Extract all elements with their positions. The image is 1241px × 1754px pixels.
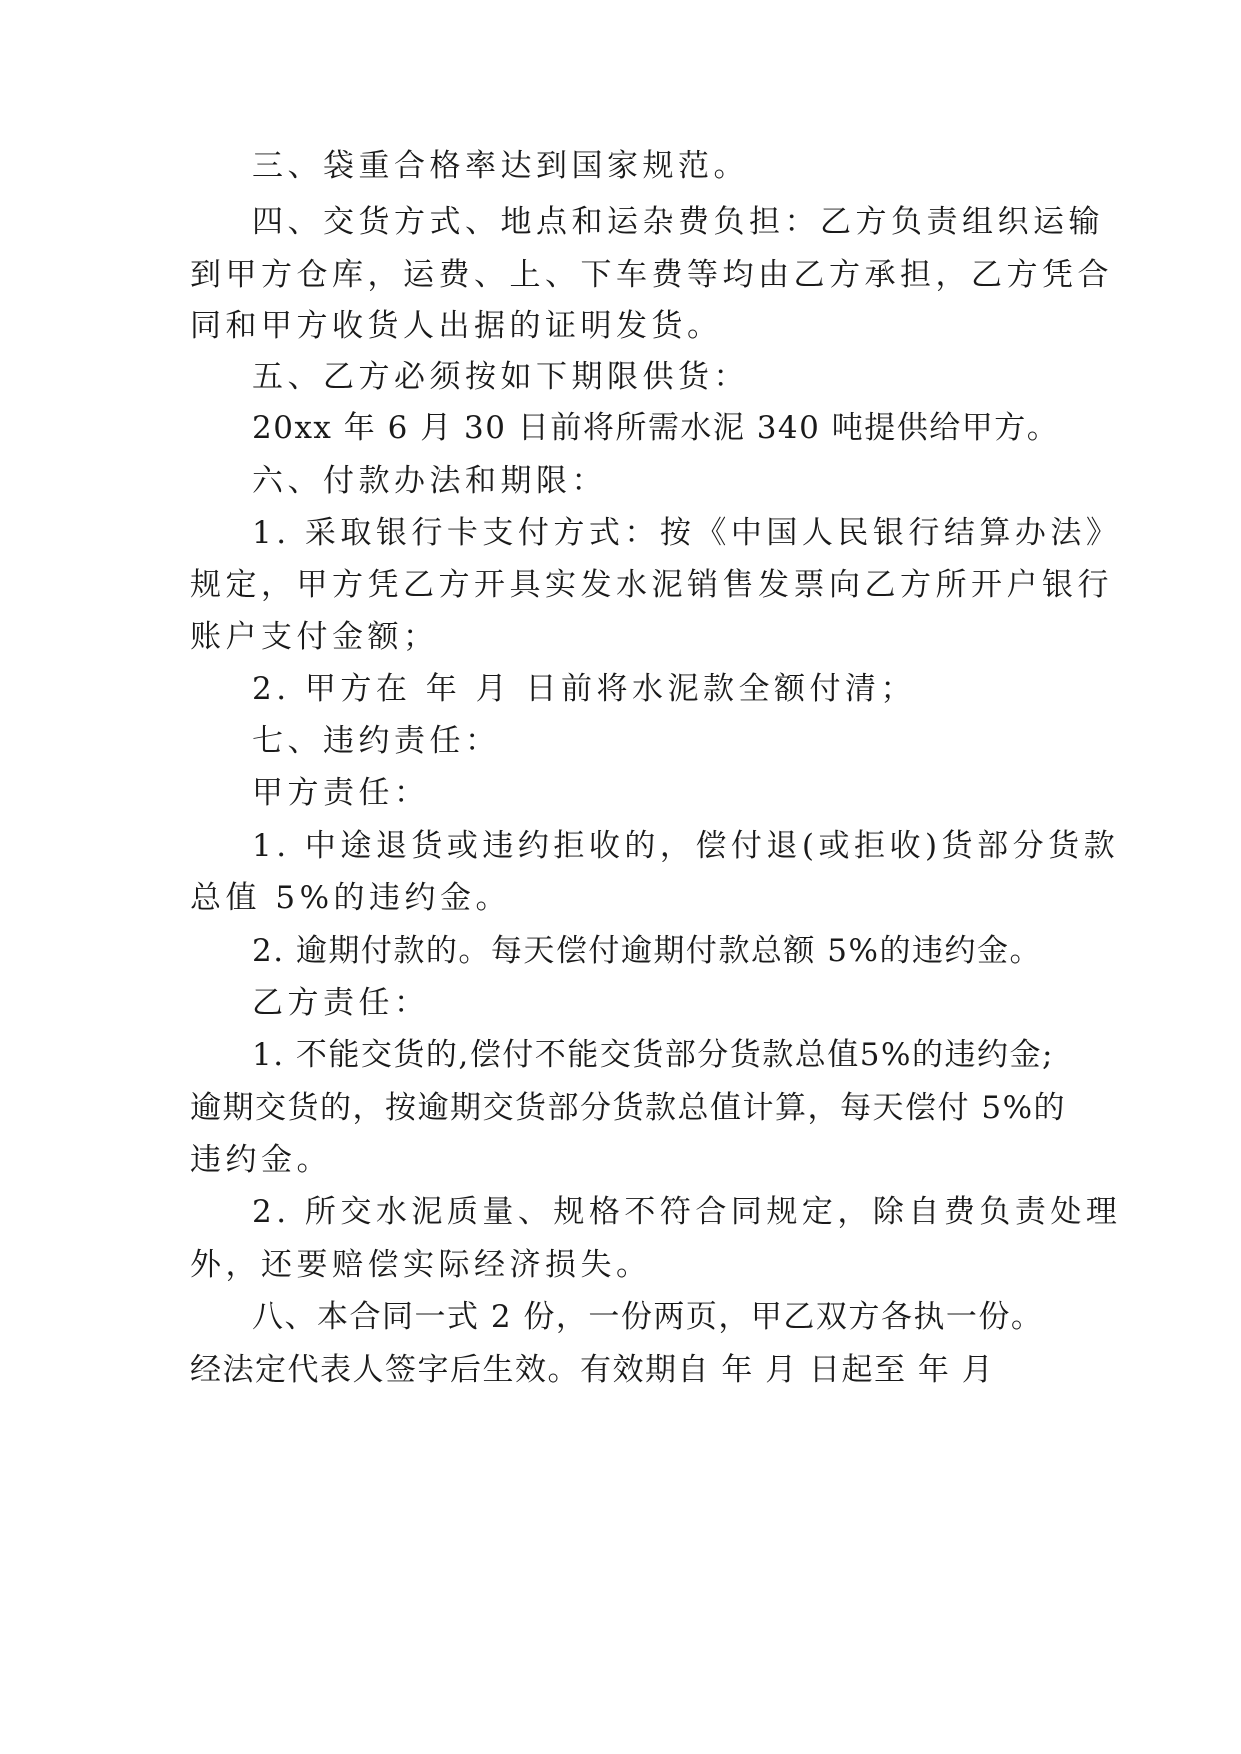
clause-8: 八、本合同一式 2 份，一份两页，甲乙双方各执一份。 <box>252 1299 1044 1335</box>
party-b-item-2: 2. 所交水泥质量、规格不符合同规定，除自费负责处理 <box>252 1194 1122 1230</box>
clause-8-continued: 经法定代表人签字后生效。有效期自 年 月 日起至 年 月 <box>190 1352 995 1388</box>
clause-6-item-1-continued: 账户支付金额； <box>190 619 439 655</box>
party-a-item-1: 1. 中途退货或违约拒收的，偿付退(或拒收)货部分货款 <box>252 828 1120 864</box>
party-a-item-2: 2. 逾期付款的。每天偿付逾期付款总额 5%的违约金。 <box>252 933 1042 969</box>
party-b-item-1: 1. 不能交货的,偿付不能交货部分货款总值5%的违约金; <box>252 1037 1054 1073</box>
clause-6-item-2: 2. 甲方在 年 月 日前将水泥款全额付清； <box>252 671 916 707</box>
clause-3: 三、袋重合格率达到国家规范。 <box>252 148 749 184</box>
party-a-item-1-continued: 总值 5%的违约金。 <box>190 880 512 916</box>
clause-6: 六、付款办法和期限： <box>252 463 607 499</box>
clause-6-item-1-continued: 规定，甲方凭乙方开具实发水泥销售发票向乙方所开户银行 <box>190 567 1113 603</box>
clause-5: 五、乙方必须按如下期限供货： <box>252 359 749 395</box>
party-b-liability-heading: 乙方责任： <box>252 985 430 1021</box>
clause-4-continued: 同和甲方收货人出据的证明发货。 <box>190 308 723 344</box>
party-b-item-1-continued: 违约金。 <box>190 1142 332 1178</box>
clause-6-item-1: 1. 采取银行卡支付方式：按《中国人民银行结算办法》 <box>252 515 1122 551</box>
clause-4: 四、交货方式、地点和运杂费负担：乙方负责组织运输 <box>252 204 1104 240</box>
clause-7: 七、违约责任： <box>252 723 501 759</box>
party-b-item-2-continued: 外，还要赔偿实际经济损失。 <box>190 1247 652 1283</box>
party-b-item-1-continued: 逾期交货的，按逾期交货部分货款总值计算，每天偿付 5%的 <box>190 1090 1067 1126</box>
clause-4-continued: 到甲方仓库，运费、上、下车费等均由乙方承担，乙方凭合 <box>190 257 1113 293</box>
clause-5-detail: 20xx 年 6 月 30 日前将所需水泥 340 吨提供给甲方。 <box>252 410 1060 446</box>
party-a-liability-heading: 甲方责任： <box>252 775 430 811</box>
